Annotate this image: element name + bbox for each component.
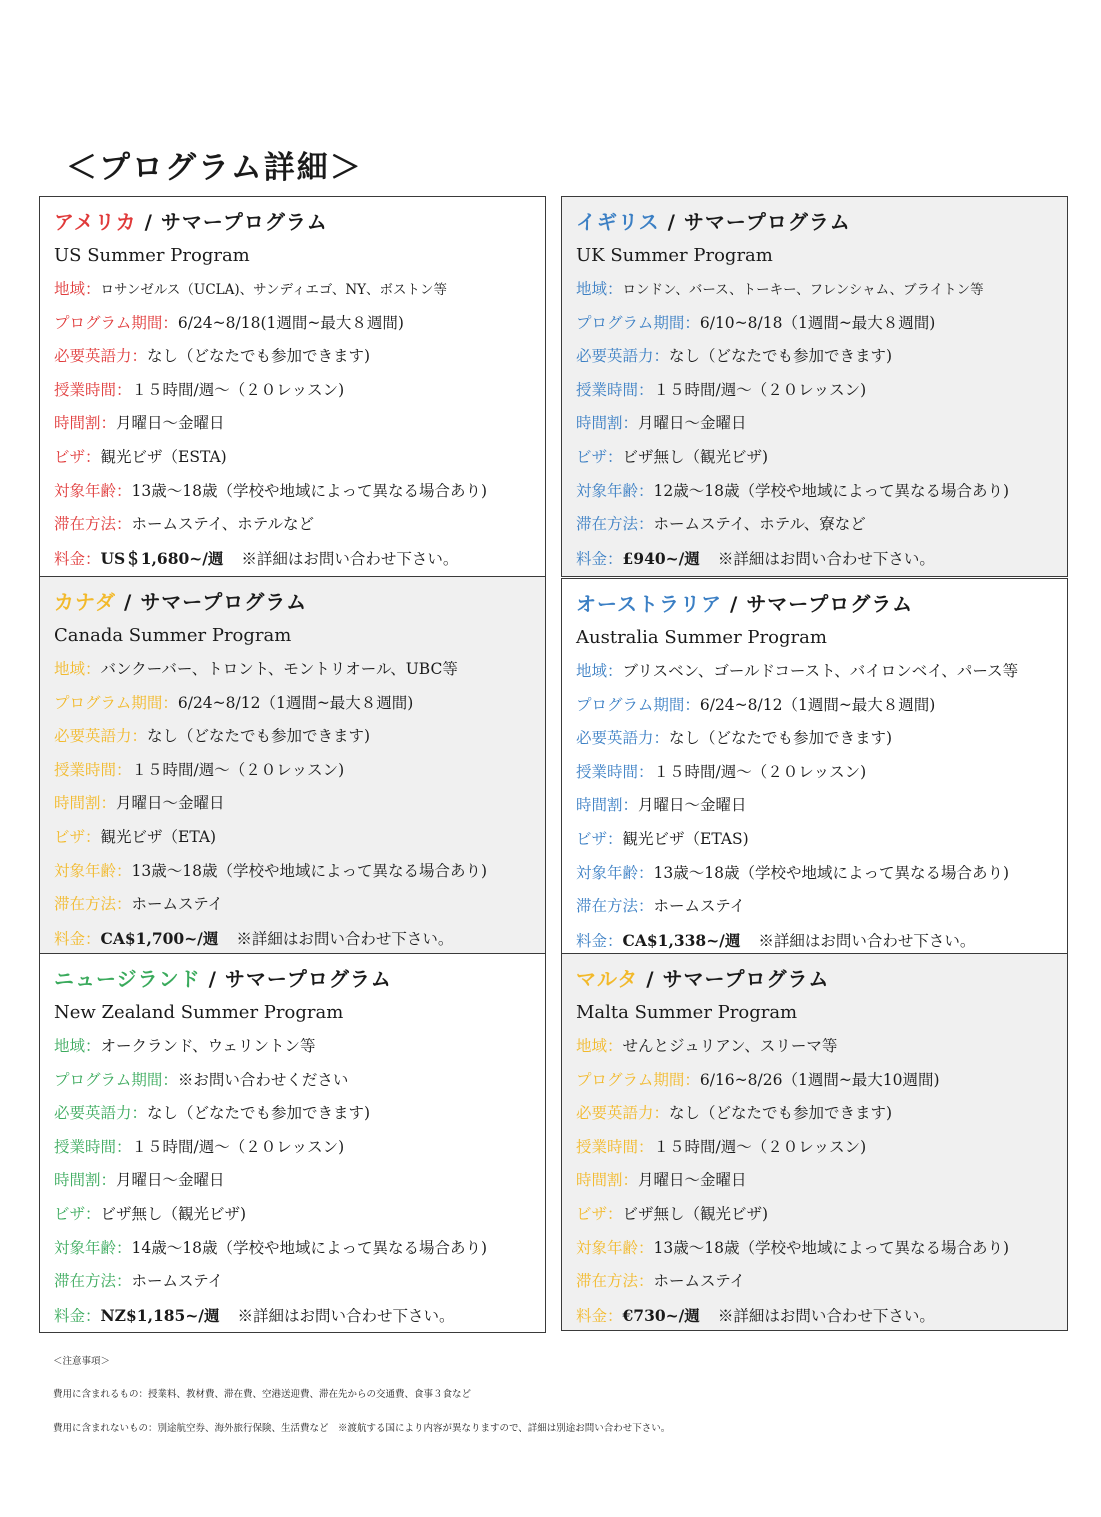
header-separator: / bbox=[144, 210, 153, 234]
row-value: 月曜日〜金曜日 bbox=[638, 796, 747, 815]
fee-value: NZ$1,185~/週 bbox=[100, 1305, 220, 1325]
row-value: 月曜日〜金曜日 bbox=[638, 414, 747, 433]
detail-row-visa bbox=[54, 441, 545, 475]
row-value: １５時間/週〜（２０レッスン) bbox=[131, 760, 345, 779]
detail-row-hours bbox=[576, 756, 1067, 790]
fee-label: 料金： bbox=[54, 929, 101, 948]
row-value: ホームステイ、ホテル、寮など bbox=[653, 515, 866, 534]
notes-heading: ＜注意事項＞ bbox=[53, 1356, 111, 1367]
fee-label: 料金： bbox=[54, 1306, 101, 1325]
detail-row-region bbox=[576, 1030, 1067, 1064]
row-label: 滞在方法： bbox=[576, 1272, 654, 1291]
country-name: ニュージランド bbox=[54, 967, 201, 991]
detail-row-hours bbox=[54, 1131, 545, 1165]
fee-note: ※詳細はお問い合わせ下さい。 bbox=[717, 549, 935, 568]
row-label: プログラム期間： bbox=[54, 313, 178, 332]
detail-row-fee bbox=[54, 922, 545, 956]
row-label: 対象年齢： bbox=[54, 861, 132, 880]
card-header bbox=[576, 205, 1067, 239]
row-label: 授業時間： bbox=[576, 380, 654, 399]
row-label: プログラム期間： bbox=[54, 693, 178, 712]
detail-row-age bbox=[54, 475, 545, 509]
row-label: 時間割： bbox=[54, 1171, 117, 1190]
page-title: ＜プログラム詳細＞ bbox=[66, 150, 363, 186]
row-value: 14歳〜18歳（学校や地域によって異なる場合あり) bbox=[131, 1238, 488, 1257]
row-value: 月曜日〜金曜日 bbox=[638, 1171, 747, 1190]
row-value: 観光ビザ（ETAS) bbox=[622, 829, 749, 848]
card-header bbox=[54, 205, 545, 239]
notes-excluded: 費用に含まれないもの：別途航空券、海外旅行保険、生活費など ※渡航する国により内容が異なりますので、詳細は別途お問い合わせ下さい。 bbox=[53, 1423, 671, 1434]
detail-row-english bbox=[54, 1097, 545, 1131]
detail-row-english bbox=[576, 722, 1067, 756]
row-label: ビザ： bbox=[576, 829, 623, 848]
row-value: バンクーバー、トロント、モントリオール、UBC等 bbox=[100, 660, 458, 678]
detail-row-stay bbox=[576, 1265, 1067, 1299]
detail-row-english bbox=[576, 1097, 1067, 1131]
header-separator: / bbox=[208, 967, 217, 991]
program-card-uk bbox=[561, 196, 1068, 577]
program-type: サマープログラム bbox=[224, 967, 392, 991]
fee-label: 料金： bbox=[54, 549, 101, 568]
program-card-usa bbox=[39, 196, 546, 577]
detail-row-region bbox=[54, 653, 545, 687]
notes-included: 費用に含まれるもの：授業料、教材費、滞在費、空港送迎費、滞在先からの交通費、食事３食など bbox=[53, 1389, 472, 1400]
detail-row-visa bbox=[576, 823, 1067, 857]
detail-row-english bbox=[576, 340, 1067, 374]
fee-note: ※詳細はお問い合わせ下さい。 bbox=[758, 931, 976, 950]
row-value: 13歳〜18歳（学校や地域によって異なる場合あり) bbox=[653, 863, 1010, 882]
row-label: ビザ： bbox=[576, 1204, 623, 1223]
detail-row-stay bbox=[54, 508, 545, 542]
fee-value: CA$1,338~/週 bbox=[622, 930, 741, 950]
row-label: 必要英語力： bbox=[576, 1104, 670, 1123]
fee-value: £940~/週 bbox=[622, 548, 700, 568]
row-value: １５時間/週〜（２０レッスン) bbox=[653, 380, 867, 399]
row-value: なし（どなたでも参加できます) bbox=[669, 1104, 893, 1123]
row-label: 授業時間： bbox=[54, 1137, 132, 1156]
program-type: サマープログラム bbox=[683, 210, 851, 234]
detail-row-stay bbox=[576, 890, 1067, 924]
detail-row-schedule bbox=[54, 407, 545, 441]
header-separator: / bbox=[646, 967, 655, 991]
row-value: 12歳〜18歳（学校や地域によって異なる場合あり) bbox=[653, 481, 1010, 500]
row-value: ビザ無し（観光ビザ) bbox=[622, 447, 769, 466]
row-label: 必要英語力： bbox=[54, 727, 148, 746]
row-value: ホームステイ、ホテルなど bbox=[131, 515, 314, 534]
row-value: ホームステイ bbox=[653, 897, 746, 916]
row-value: ロサンゼルス（UCLA)、サンディエゴ、NY、ボストン等 bbox=[100, 282, 448, 298]
row-label: 時間割： bbox=[576, 1171, 639, 1190]
country-name: オーストラリア bbox=[576, 592, 722, 616]
row-label: 対象年齢： bbox=[54, 1238, 132, 1257]
detail-row-fee bbox=[576, 1299, 1067, 1333]
detail-row-visa bbox=[576, 1198, 1067, 1232]
row-value: せんとジュリアン、スリーマ等 bbox=[622, 1037, 838, 1055]
row-value: 月曜日〜金曜日 bbox=[116, 414, 225, 433]
header-separator: / bbox=[667, 210, 676, 234]
detail-row-hours bbox=[54, 754, 545, 788]
detail-row-age bbox=[576, 857, 1067, 891]
row-value: オークランド、ウェリントン等 bbox=[100, 1037, 316, 1055]
row-value: 観光ビザ（ESTA) bbox=[100, 447, 227, 466]
row-label: 必要英語力： bbox=[54, 347, 148, 366]
fee-value: US＄1,680~/週 bbox=[100, 548, 224, 568]
row-label: 滞在方法： bbox=[54, 515, 132, 534]
row-value: 観光ビザ（ETA) bbox=[100, 827, 217, 846]
detail-row-period bbox=[576, 1064, 1067, 1098]
detail-row-fee bbox=[576, 542, 1067, 576]
fee-note: ※詳細はお問い合わせ下さい。 bbox=[236, 929, 454, 948]
row-label: 授業時間： bbox=[54, 380, 132, 399]
detail-row-english bbox=[54, 340, 545, 374]
program-card-malta bbox=[561, 953, 1068, 1331]
fee-note: ※詳細はお問い合わせ下さい。 bbox=[241, 549, 459, 568]
card-header bbox=[576, 962, 1067, 996]
english-program-name: Australia Summer Program bbox=[576, 627, 827, 648]
row-label: 時間割： bbox=[54, 414, 117, 433]
row-value: ブリスベン、ゴールドコースト、バイロンベイ、パース等 bbox=[622, 662, 1019, 680]
row-label: 時間割： bbox=[576, 796, 639, 815]
detail-row-schedule bbox=[54, 1164, 545, 1198]
country-name: イギリス bbox=[576, 210, 660, 234]
row-label: 滞在方法： bbox=[576, 515, 654, 534]
row-value: なし（どなたでも参加できます) bbox=[669, 347, 893, 366]
english-program-name: Malta Summer Program bbox=[576, 1002, 798, 1023]
row-label: 地域： bbox=[54, 1037, 101, 1055]
row-value: 13歳〜18歳（学校や地域によって異なる場合あり) bbox=[131, 481, 488, 500]
row-value: 6/24~8/12（1週間~最大８週間) bbox=[699, 695, 936, 714]
row-label: 授業時間： bbox=[576, 762, 654, 781]
fee-value: €730~/週 bbox=[622, 1305, 700, 1325]
detail-row-age bbox=[54, 1232, 545, 1266]
detail-row-period bbox=[576, 307, 1067, 341]
row-value: 6/16~8/26（1週間~最大10週間) bbox=[699, 1070, 940, 1089]
row-label: 地域： bbox=[576, 1037, 623, 1055]
row-value: １５時間/週〜（２０レッスン) bbox=[131, 1137, 345, 1156]
program-card-australia bbox=[561, 578, 1068, 954]
row-label: 対象年齢： bbox=[576, 481, 654, 500]
row-label: 対象年齢： bbox=[576, 863, 654, 882]
program-type: サマープログラム bbox=[746, 592, 914, 616]
row-label: ビザ： bbox=[576, 447, 623, 466]
fee-value: CA$1,700~/週 bbox=[100, 928, 219, 948]
fee-note: ※詳細はお問い合わせ下さい。 bbox=[237, 1306, 455, 1325]
card-header bbox=[54, 962, 545, 996]
program-type: サマープログラム bbox=[662, 967, 830, 991]
row-value: 6/24~8/18(1週間~最大８週間) bbox=[177, 313, 404, 332]
fee-label: 料金： bbox=[576, 931, 623, 950]
row-value: ビザ無し（観光ビザ) bbox=[100, 1204, 247, 1223]
program-card-new-zealand bbox=[39, 953, 546, 1333]
row-value: 6/10~8/18（1週間~最大８週間) bbox=[699, 313, 936, 332]
detail-row-hours bbox=[576, 374, 1067, 408]
row-label: 必要英語力： bbox=[576, 729, 670, 748]
row-value: 月曜日〜金曜日 bbox=[116, 794, 225, 813]
row-label: 必要英語力： bbox=[576, 347, 670, 366]
english-program-name: UK Summer Program bbox=[576, 245, 773, 266]
row-label: 時間割： bbox=[576, 414, 639, 433]
row-label: 地域： bbox=[54, 660, 101, 678]
detail-row-period bbox=[54, 1064, 545, 1098]
detail-row-hours bbox=[54, 374, 545, 408]
fee-note: ※詳細はお問い合わせ下さい。 bbox=[717, 1306, 935, 1325]
row-label: ビザ： bbox=[54, 447, 101, 466]
row-label: ビザ： bbox=[54, 827, 101, 846]
detail-row-schedule bbox=[576, 789, 1067, 823]
detail-row-region bbox=[576, 655, 1067, 689]
country-name: カナダ bbox=[54, 590, 116, 614]
row-value: ロンドン、バース、トーキー、フレンシャム、ブライトン等 bbox=[622, 282, 984, 298]
row-value: なし（どなたでも参加できます) bbox=[669, 729, 893, 748]
row-label: 時間割： bbox=[54, 794, 117, 813]
row-value: なし（どなたでも参加できます) bbox=[147, 727, 371, 746]
card-header bbox=[576, 587, 1067, 621]
row-label: 滞在方法： bbox=[54, 1272, 132, 1291]
row-value: ホームステイ bbox=[131, 1272, 224, 1291]
detail-row-region bbox=[54, 273, 545, 307]
detail-row-schedule bbox=[576, 1164, 1067, 1198]
detail-row-visa bbox=[54, 1198, 545, 1232]
row-value: 月曜日〜金曜日 bbox=[116, 1171, 225, 1190]
row-value: ビザ無し（観光ビザ) bbox=[622, 1204, 769, 1223]
detail-row-age bbox=[54, 855, 545, 889]
program-type: サマープログラム bbox=[140, 590, 308, 614]
detail-row-age bbox=[576, 475, 1067, 509]
detail-row-schedule bbox=[54, 787, 545, 821]
row-value: ホームステイ bbox=[131, 895, 224, 914]
detail-row-stay bbox=[576, 508, 1067, 542]
row-value: 6/24~8/12（1週間~最大８週間) bbox=[177, 693, 414, 712]
row-value: 13歳〜18歳（学校や地域によって異なる場合あり) bbox=[653, 1238, 1010, 1257]
card-header bbox=[54, 585, 545, 619]
row-value: ※お問い合わせください bbox=[177, 1070, 349, 1089]
row-label: ビザ： bbox=[54, 1204, 101, 1223]
detail-row-period bbox=[54, 687, 545, 721]
row-value: １５時間/週〜（２０レッスン) bbox=[131, 380, 345, 399]
row-label: 授業時間： bbox=[576, 1137, 654, 1156]
row-label: プログラム期間： bbox=[576, 313, 700, 332]
row-label: 対象年齢： bbox=[54, 481, 132, 500]
header-separator: / bbox=[124, 590, 133, 614]
detail-row-visa bbox=[54, 821, 545, 855]
fee-label: 料金： bbox=[576, 1306, 623, 1325]
row-label: 滞在方法： bbox=[54, 895, 132, 914]
country-name: アメリカ bbox=[54, 210, 137, 234]
row-label: 地域： bbox=[576, 662, 623, 680]
row-label: 対象年齢： bbox=[576, 1238, 654, 1257]
english-program-name: US Summer Program bbox=[54, 245, 250, 266]
detail-row-hours bbox=[576, 1131, 1067, 1165]
row-value: ホームステイ bbox=[653, 1272, 746, 1291]
detail-row-english bbox=[54, 720, 545, 754]
detail-row-schedule bbox=[576, 407, 1067, 441]
detail-row-visa bbox=[576, 441, 1067, 475]
row-value: １５時間/週〜（２０レッスン) bbox=[653, 762, 867, 781]
row-value: なし（どなたでも参加できます) bbox=[147, 1104, 371, 1123]
english-program-name: Canada Summer Program bbox=[54, 625, 292, 646]
detail-row-stay bbox=[54, 888, 545, 922]
row-value: なし（どなたでも参加できます) bbox=[147, 347, 371, 366]
country-name: マルタ bbox=[576, 967, 639, 991]
header-separator: / bbox=[730, 592, 739, 616]
row-value: 13歳〜18歳（学校や地域によって異なる場合あり) bbox=[131, 861, 488, 880]
row-label: プログラム期間： bbox=[54, 1070, 178, 1089]
detail-row-age bbox=[576, 1232, 1067, 1266]
row-label: 必要英語力： bbox=[54, 1104, 148, 1123]
detail-row-fee bbox=[54, 1299, 545, 1333]
detail-row-stay bbox=[54, 1265, 545, 1299]
fee-label: 料金： bbox=[576, 549, 623, 568]
detail-row-region bbox=[54, 1030, 545, 1064]
row-label: 地域： bbox=[576, 280, 623, 298]
detail-row-period bbox=[54, 307, 545, 341]
row-label: 授業時間： bbox=[54, 760, 132, 779]
row-label: 滞在方法： bbox=[576, 897, 654, 916]
row-label: 地域： bbox=[54, 280, 101, 298]
row-label: プログラム期間： bbox=[576, 695, 700, 714]
detail-row-fee bbox=[54, 542, 545, 576]
english-program-name: New Zealand Summer Program bbox=[54, 1002, 344, 1023]
program-card-canada bbox=[39, 576, 546, 954]
program-type: サマープログラム bbox=[160, 210, 328, 234]
row-label: プログラム期間： bbox=[576, 1070, 700, 1089]
row-value: １５時間/週〜（２０レッスン) bbox=[653, 1137, 867, 1156]
detail-row-period bbox=[576, 689, 1067, 723]
detail-row-region bbox=[576, 273, 1067, 307]
